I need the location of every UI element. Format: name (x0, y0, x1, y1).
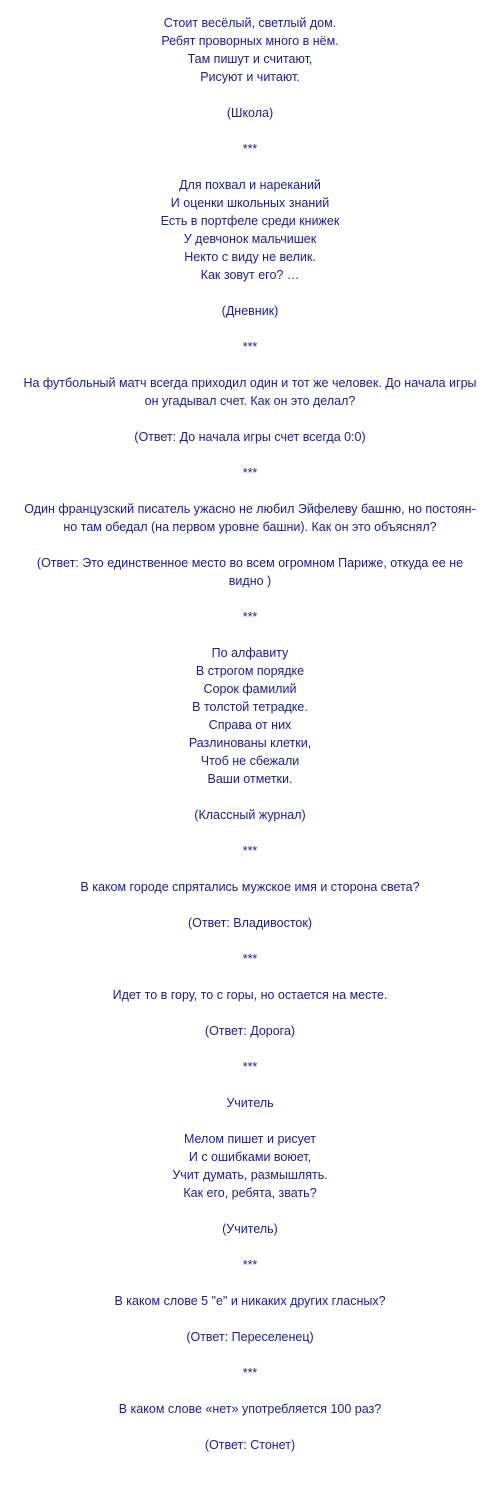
block-spacer (0, 932, 500, 950)
text-line: (Ответ: Владивосток) (187, 916, 313, 930)
text-line: (Ответ: Дорога) (204, 1024, 296, 1038)
block-spacer (0, 284, 500, 302)
block-spacer (0, 446, 500, 464)
text-block (0, 986, 500, 1004)
text-block (0, 374, 500, 410)
text-line: видно ) (228, 574, 272, 588)
block-spacer (0, 1040, 500, 1058)
block-spacer (0, 1418, 500, 1436)
text-line: Стоит весёлый, светлый дом. (163, 16, 337, 30)
block-spacer (0, 626, 500, 644)
text-line: (Ответ: Переселенец) (186, 1330, 314, 1344)
text-block (0, 1094, 500, 1112)
block-spacer (0, 482, 500, 500)
text-block (0, 176, 500, 284)
text-block (0, 1436, 500, 1454)
block-spacer (0, 320, 500, 338)
text-block (0, 914, 500, 932)
text-block (0, 104, 500, 122)
text-line: Разлинованы клетки, (188, 736, 312, 750)
block-spacer (0, 1076, 500, 1094)
text-line: (Классный журнал) (194, 808, 306, 822)
text-line: В каком слове «нет» употребляется 100 раз? (118, 1402, 382, 1416)
text-block (0, 878, 500, 896)
text-line: Чтоб не сбежали (200, 754, 300, 768)
text-block (0, 14, 500, 86)
text-block (0, 1022, 500, 1040)
text-block (0, 500, 500, 536)
text-line: *** (242, 1258, 258, 1272)
block-spacer (0, 356, 500, 374)
block-spacer (0, 1238, 500, 1256)
text-block (0, 1256, 500, 1274)
block-spacer (0, 410, 500, 428)
text-line: Учитель (226, 1096, 274, 1110)
text-line: *** (242, 340, 258, 354)
text-block (0, 140, 500, 158)
block-spacer (0, 158, 500, 176)
block-spacer (0, 1274, 500, 1292)
text-line: Учит думать, размышлять. (172, 1168, 328, 1182)
block-spacer (0, 1202, 500, 1220)
text-line: *** (242, 466, 258, 480)
text-block (0, 842, 500, 860)
text-block (0, 1220, 500, 1238)
text-line: И с ошибками воюет, (188, 1150, 312, 1164)
text-line: Есть в портфеле среди книжек (160, 214, 340, 228)
text-line: (Ответ: Это единственное место во всем огромном Париже, откуда ее не (36, 556, 464, 570)
text-line: *** (242, 952, 258, 966)
text-line: В каком городе спрятались мужское имя и сторона света? (80, 880, 420, 894)
text-line: Некто с виду не велик. (184, 250, 316, 264)
block-spacer (0, 896, 500, 914)
block-spacer (0, 1112, 500, 1130)
text-block (0, 644, 500, 788)
text-line: На футбольный матч всегда приходил один и тот же человек. До начала игры (23, 376, 477, 390)
text-line: *** (242, 1060, 258, 1074)
block-spacer (0, 122, 500, 140)
text-line: (Дневник) (221, 304, 279, 318)
text-line: Справа от них (208, 718, 292, 732)
text-line: У девчонок мальчишек (183, 232, 317, 246)
text-line: (Ответ: Стонет) (204, 1438, 296, 1452)
text-block (0, 302, 500, 320)
text-line: В каком слове 5 "е" и никаких других гласных? (114, 1294, 386, 1308)
text-block (0, 338, 500, 356)
text-line: Один французский писатель ужасно не любил Эйфелеву башню, но постоян- (24, 502, 476, 516)
text-line: *** (242, 844, 258, 858)
text-block (0, 1364, 500, 1382)
text-line: В строгом порядке (195, 664, 305, 678)
text-line: (Ответ: До начала игры счет всегда 0:0) (134, 430, 366, 444)
text-block (0, 1328, 500, 1346)
block-spacer (0, 860, 500, 878)
block-spacer (0, 86, 500, 104)
text-block (0, 464, 500, 482)
text-line: И оценки школьных знаний (170, 196, 330, 210)
text-line: он угадывал счет. Как он это делал? (144, 394, 356, 408)
text-line: Для похвал и нареканий (179, 178, 321, 192)
text-block (0, 1130, 500, 1202)
text-line: Сорок фамилий (203, 682, 297, 696)
text-line: Мелом пишет и рисует (183, 1132, 317, 1146)
block-spacer (0, 1346, 500, 1364)
text-line: *** (242, 142, 258, 156)
text-line: По алфавиту (211, 646, 289, 660)
text-line: Рисуют и читают. (200, 70, 300, 84)
text-block (0, 554, 500, 590)
text-line: Как его, ребята, звать? (183, 1186, 317, 1200)
text-line: В толстой тетрадке. (192, 700, 308, 714)
text-line: Ваши отметки. (207, 772, 293, 786)
text-block (0, 1292, 500, 1310)
text-block (0, 608, 500, 626)
block-spacer (0, 1310, 500, 1328)
block-spacer (0, 788, 500, 806)
text-block (0, 950, 500, 968)
text-line: но там обедал (на первом уровне башни). Как он это объяснял? (63, 520, 437, 534)
text-block (0, 428, 500, 446)
riddles-document (0, 14, 500, 1454)
block-spacer (0, 1382, 500, 1400)
text-block (0, 1400, 500, 1418)
text-line: Там пишут и считают, (187, 52, 313, 66)
block-spacer (0, 968, 500, 986)
block-spacer (0, 536, 500, 554)
block-spacer (0, 1004, 500, 1022)
block-spacer (0, 824, 500, 842)
text-line: (Школа) (226, 106, 274, 120)
text-line: *** (242, 610, 258, 624)
text-block (0, 1058, 500, 1076)
text-line: (Учитель) (222, 1222, 278, 1236)
text-line: Ребят проворных много в нём. (161, 34, 339, 48)
text-line: Идет то в гору, то с горы, но остается на месте. (112, 988, 388, 1002)
text-block (0, 806, 500, 824)
block-spacer (0, 590, 500, 608)
text-line: Как зовут его? … (200, 268, 300, 282)
text-line: *** (242, 1366, 258, 1380)
